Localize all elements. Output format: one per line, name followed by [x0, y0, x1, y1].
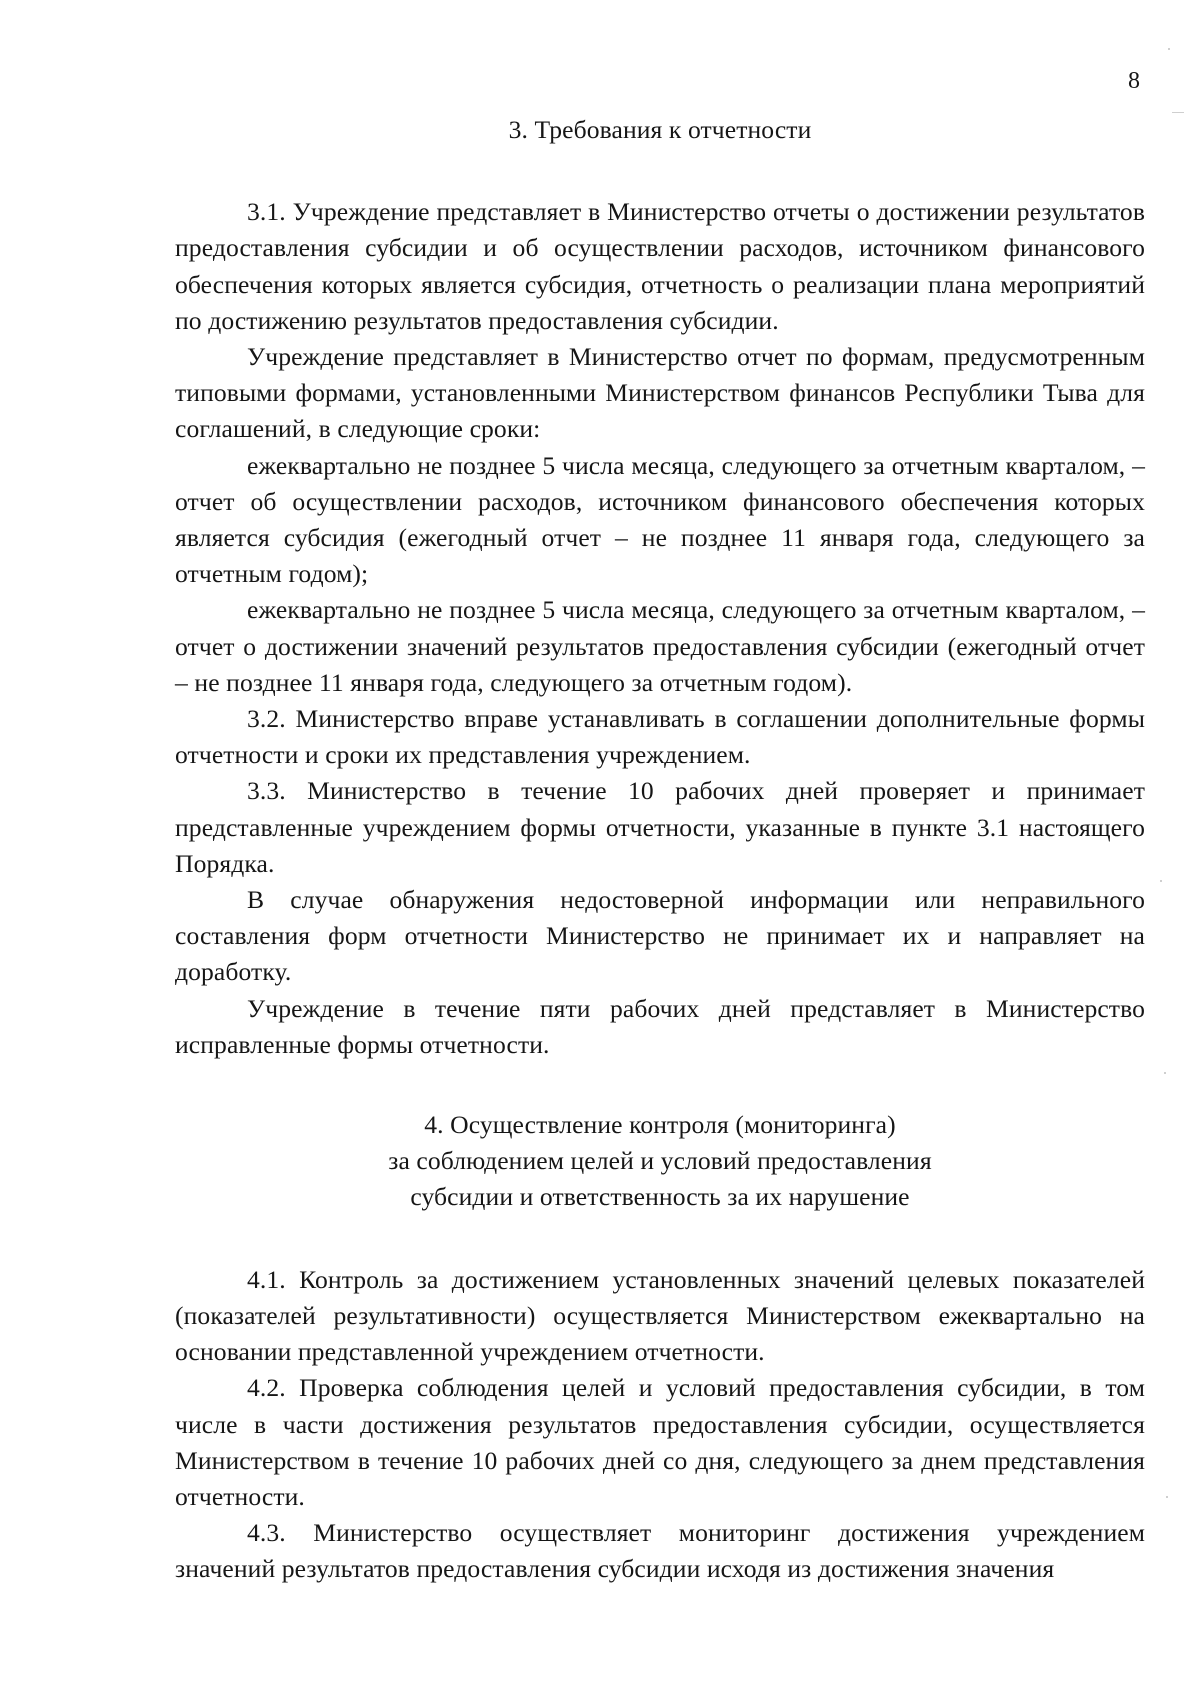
- page-number: 8: [1128, 68, 1140, 94]
- paragraph-corrected-forms: Учреждение в течение пяти рабочих дней представляет в Министерство исправленные формы отчетности.: [175, 993, 1145, 1059]
- section-4-heading-line-2: за соблюдением целей и условий предоставления: [388, 1146, 932, 1176]
- paragraph-report-forms: Учреждение представляет в Министерство отчет по формам, предусмотренным типовыми формами, установленными Министерством финансов Республики Тыва для соглашений, в следующие сроки:: [175, 342, 1145, 444]
- section-4-heading-line-3: субсидии и ответственность за их нарушение: [410, 1182, 910, 1212]
- paragraph-4-3: 4.3. Министерство осуществляет мониторинг достижения учреждением значений результатов предоставления субсидии исходя из достижения значения: [175, 1518, 1145, 1584]
- scan-speck: [1172, 112, 1184, 113]
- paragraph-quarterly-results-report: ежеквартально не позднее 5 числа месяца, следующего за отчетным кварталом, – отчет о достижении значений результатов предоставления субсидии (ежегодный отчет – не позднее 11 января года, следующего за отчетным годом).: [175, 595, 1145, 697]
- paragraph-4-2: 4.2. Проверка соблюдения целей и условий предоставления субсидии, в том числе в части достижения результатов предоставления субсидии, осуществляется Министерством в течение 10 рабочих дней со дня, следующего за днем представления отчетности.: [175, 1373, 1145, 1511]
- paragraph-3-1: 3.1. Учреждение представляет в Министерство отчеты о достижении результатов предоставления субсидии и об осуществлении расходов, источником финансового обеспечения которых является субсидия, отчетность о реализации плана мероприятий по достижению результатов предоставления субсидии.: [175, 197, 1145, 335]
- section-4-heading-line-1: 4. Осуществление контроля (мониторинга): [424, 1110, 896, 1140]
- paragraph-4-1: 4.1. Контроль за достижением установленных значений целевых показателей (показателей результативности) осуществляется Министерством ежеквартально на основании представленной учреждением отчетности.: [175, 1264, 1145, 1367]
- scan-speck: [1166, 1496, 1168, 1498]
- paragraph-3-3: 3.3. Министерство в течение 10 рабочих дней проверяет и принимает представленные учреждением формы отчетности, указанные в пункте 3.1 настоящего Порядка.: [175, 776, 1145, 878]
- section-4-heading: [175, 1107, 1145, 1216]
- scan-speck: [1164, 1072, 1166, 1074]
- paragraph-3-2: 3.2. Министерство вправе устанавливать в соглашении дополнительные формы отчетности и сроки их представления учреждением.: [175, 704, 1145, 770]
- scan-speck: [1160, 880, 1162, 882]
- paragraph-quarterly-expenses-report: ежеквартально не позднее 5 числа месяца, следующего за отчетным кварталом, – отчет об осуществлении расходов, источником финансового обеспечения которых является субсидия (ежегодный отчет – не позднее 11 января года, следующего за отчетным годом);: [175, 450, 1145, 589]
- paragraph-inaccurate-information: В случае обнаружения недостоверной информации или неправильного составления форм отчетности Министерство не принимает их и направляет на доработку.: [175, 885, 1145, 987]
- scan-speck: [1168, 48, 1170, 50]
- section-3-heading: 3. Требования к отчетности: [508, 115, 812, 144]
- document-body: [175, 112, 1145, 1588]
